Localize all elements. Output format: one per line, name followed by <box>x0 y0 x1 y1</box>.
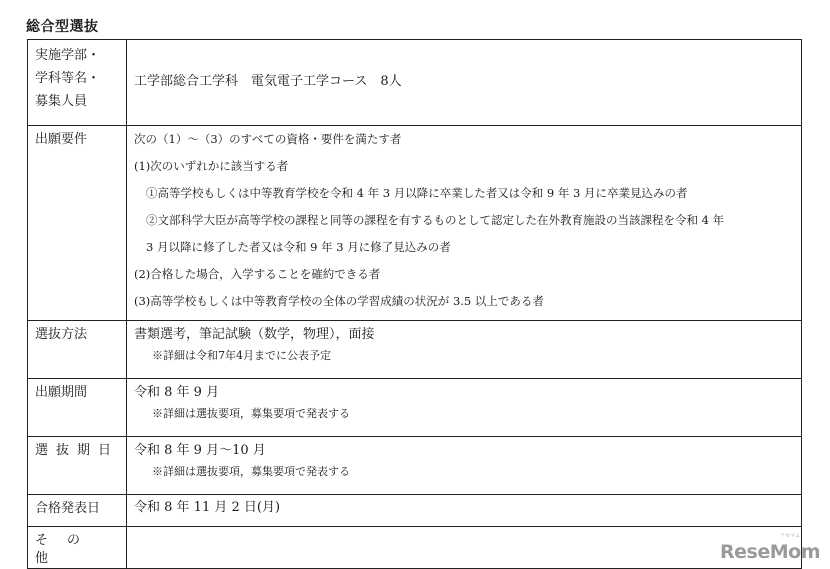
selection-date-note: ※詳細は選抜要項，募集要項で発表する <box>152 465 350 478</box>
selection-date-label: 選抜期日 <box>35 443 120 458</box>
row-value-requirements <box>127 126 802 321</box>
row-label-requirements: 出願要件 <box>28 126 127 321</box>
label-line: 実施学部・ <box>35 48 101 63</box>
faculty-value: 工学部総合工学科 電気電子工学コース 8人 <box>134 74 402 89</box>
row-label-application-period: 出願期間 <box>28 379 127 437</box>
table-row <box>28 321 802 379</box>
application-period-value: 令和 8 年 9 月 <box>134 385 220 400</box>
requirements-table <box>27 39 802 569</box>
row-label-faculty <box>28 40 127 126</box>
table-row <box>28 527 802 569</box>
selection-method-note: ※詳細は令和7年4月までに公表予定 <box>152 349 331 362</box>
watermark-ruby: リセマム <box>780 533 800 539</box>
label-line: 募集人員 <box>35 94 88 109</box>
requirement-line: (3)高等学校もしくは中等教育学校の全体の学習成績の状況が 3.5 以上である者 <box>134 294 544 308</box>
row-value-announcement <box>127 495 802 527</box>
selection-method-value: 書類選考，筆記試験（数学，物理），面接 <box>134 327 375 342</box>
row-label-other <box>28 527 127 569</box>
application-period-note: ※詳細は選抜要項，募集要項で発表する <box>152 407 350 420</box>
requirement-line: ①高等学校もしくは中等教育学校を令和 4 年 3 月以降に卒業した者又は令和 9 年 3 月に卒業見込みの者 <box>146 186 688 200</box>
row-value-selection-method <box>127 321 802 379</box>
announcement-value: 令和 8 年 11 月 2 日(月) <box>134 500 281 515</box>
requirement-line: 3 月以降に修了した者又は令和 9 年 3 月に修了見込みの者 <box>146 240 451 254</box>
row-label-announcement: 合格発表日 <box>28 495 127 527</box>
row-label-selection-date <box>28 437 127 495</box>
row-value-faculty <box>127 40 802 126</box>
table-row <box>28 379 802 437</box>
selection-date-value: 令和 8 年 9 月～10 月 <box>134 443 266 458</box>
table-row <box>28 126 802 321</box>
section-title: 総合型選抜 <box>26 19 99 35</box>
table-row <box>28 40 802 126</box>
table-row <box>28 495 802 527</box>
label-line: 学科等名・ <box>35 71 101 86</box>
other-label: その他 <box>35 533 100 566</box>
resemom-logo: ReseMom <box>720 541 820 563</box>
requirement-line: 次の（1）～（3）のすべての資格・要件を満たす者 <box>134 132 402 146</box>
table-row <box>28 437 802 495</box>
requirement-line: (2)合格した場合，入学することを確約できる者 <box>134 267 381 281</box>
row-value-selection-date <box>127 437 802 495</box>
requirement-line: (1)次のいずれかに該当する者 <box>134 159 289 173</box>
row-value-application-period <box>127 379 802 437</box>
row-value-other <box>127 527 802 569</box>
requirement-line: ②文部科学大臣が高等学校の課程と同等の課程を有するものとして認定した在外教育施設の当該課程を令和 4 年 <box>146 213 725 227</box>
row-label-selection-method: 選抜方法 <box>28 321 127 379</box>
